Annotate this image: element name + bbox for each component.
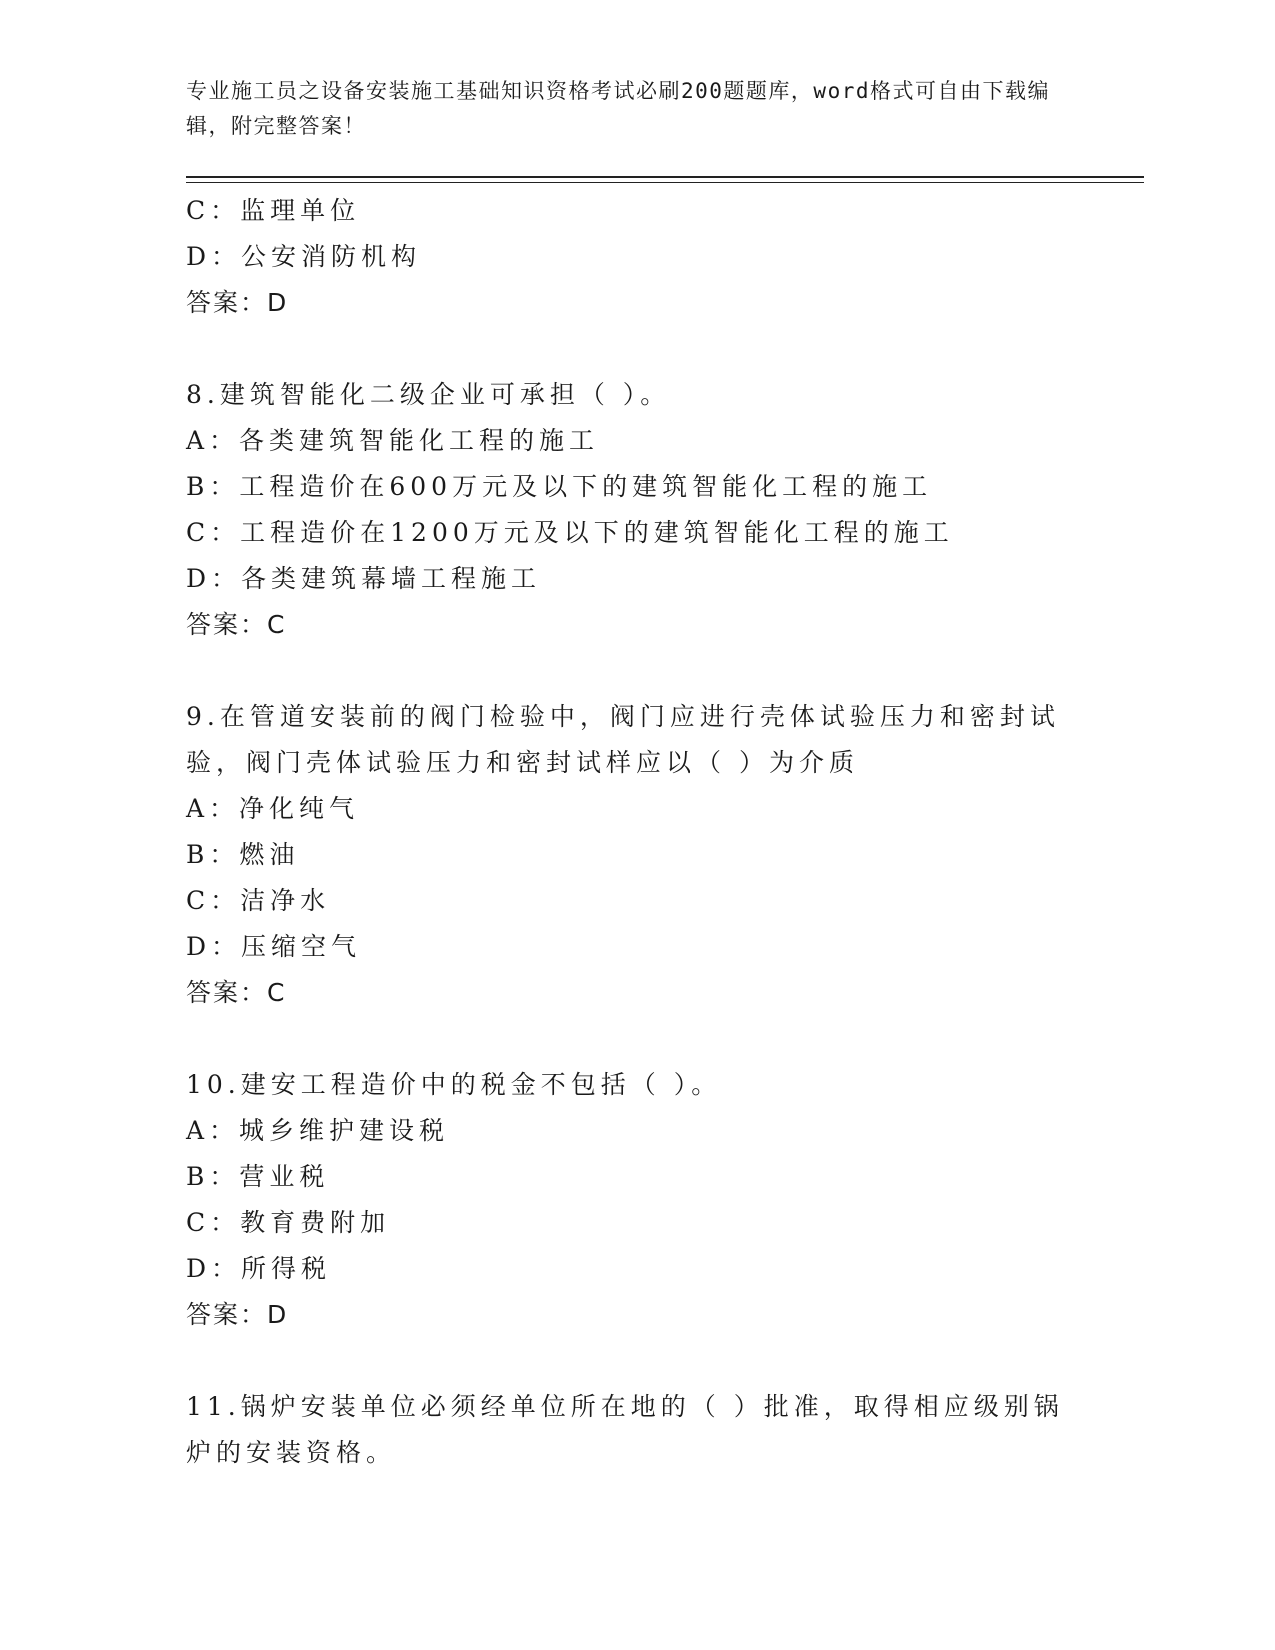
document-body (186, 188, 1066, 1476)
answer-line: 答案：D (186, 1300, 289, 1329)
option-d: D：所得税 (186, 1254, 332, 1283)
option-c: C：洁净水 (186, 886, 331, 915)
option-d: D：各类建筑幕墙工程施工 (186, 564, 542, 593)
option-b: B：营业税 (186, 1162, 330, 1191)
option-d: D：公安消防机构 (186, 242, 422, 271)
option-a: A：净化纯气 (186, 794, 360, 823)
option-b: B：工程造价在600万元及以下的建筑智能化工程的施工 (186, 472, 933, 501)
spacer (186, 1338, 1066, 1384)
answer-line: 答案：D (186, 288, 289, 317)
question-stem: 11.锅炉安装单位必须经单位所在地的（ ）批准，取得相应级别锅炉的安装资格。 (186, 1392, 1064, 1467)
question-stem: 9.在管道安装前的阀门检验中，阀门应进行壳体试验压力和密封试验，阀门壳体试验压力和密封试样应以（ ）为介质 (186, 702, 1060, 777)
header-divider-thick (186, 176, 1144, 178)
option-c: C：监理单位 (186, 196, 361, 225)
answer-line: 答案：C (186, 978, 287, 1007)
spacer (186, 326, 1066, 372)
question-block-8 (186, 372, 1066, 648)
question-block-7-continued (186, 188, 1066, 326)
answer-line: 答案：C (186, 610, 287, 639)
question-stem: 10.建安工程造价中的税金不包括（ ）。 (186, 1070, 722, 1099)
document-header: 专业施工员之设备安装施工基础知识资格考试必刷200题题库，word格式可自由下载编辑，附完整答案！ (186, 79, 1050, 138)
header-divider-thin (186, 182, 1144, 183)
spacer (186, 648, 1066, 694)
question-block-9 (186, 694, 1066, 1016)
option-a: A：各类建筑智能化工程的施工 (186, 426, 600, 455)
option-d: D：压缩空气 (186, 932, 362, 961)
question-block-11 (186, 1384, 1066, 1476)
question-stem: 8.建筑智能化二级企业可承担（ ）。 (186, 380, 671, 409)
spacer (186, 1016, 1066, 1062)
option-c: C：工程造价在1200万元及以下的建筑智能化工程的施工 (186, 518, 954, 547)
option-c: C：教育费附加 (186, 1208, 391, 1237)
question-block-10 (186, 1062, 1066, 1338)
option-b: B：燃油 (186, 840, 300, 869)
option-a: A：城乡维护建设税 (186, 1116, 450, 1145)
